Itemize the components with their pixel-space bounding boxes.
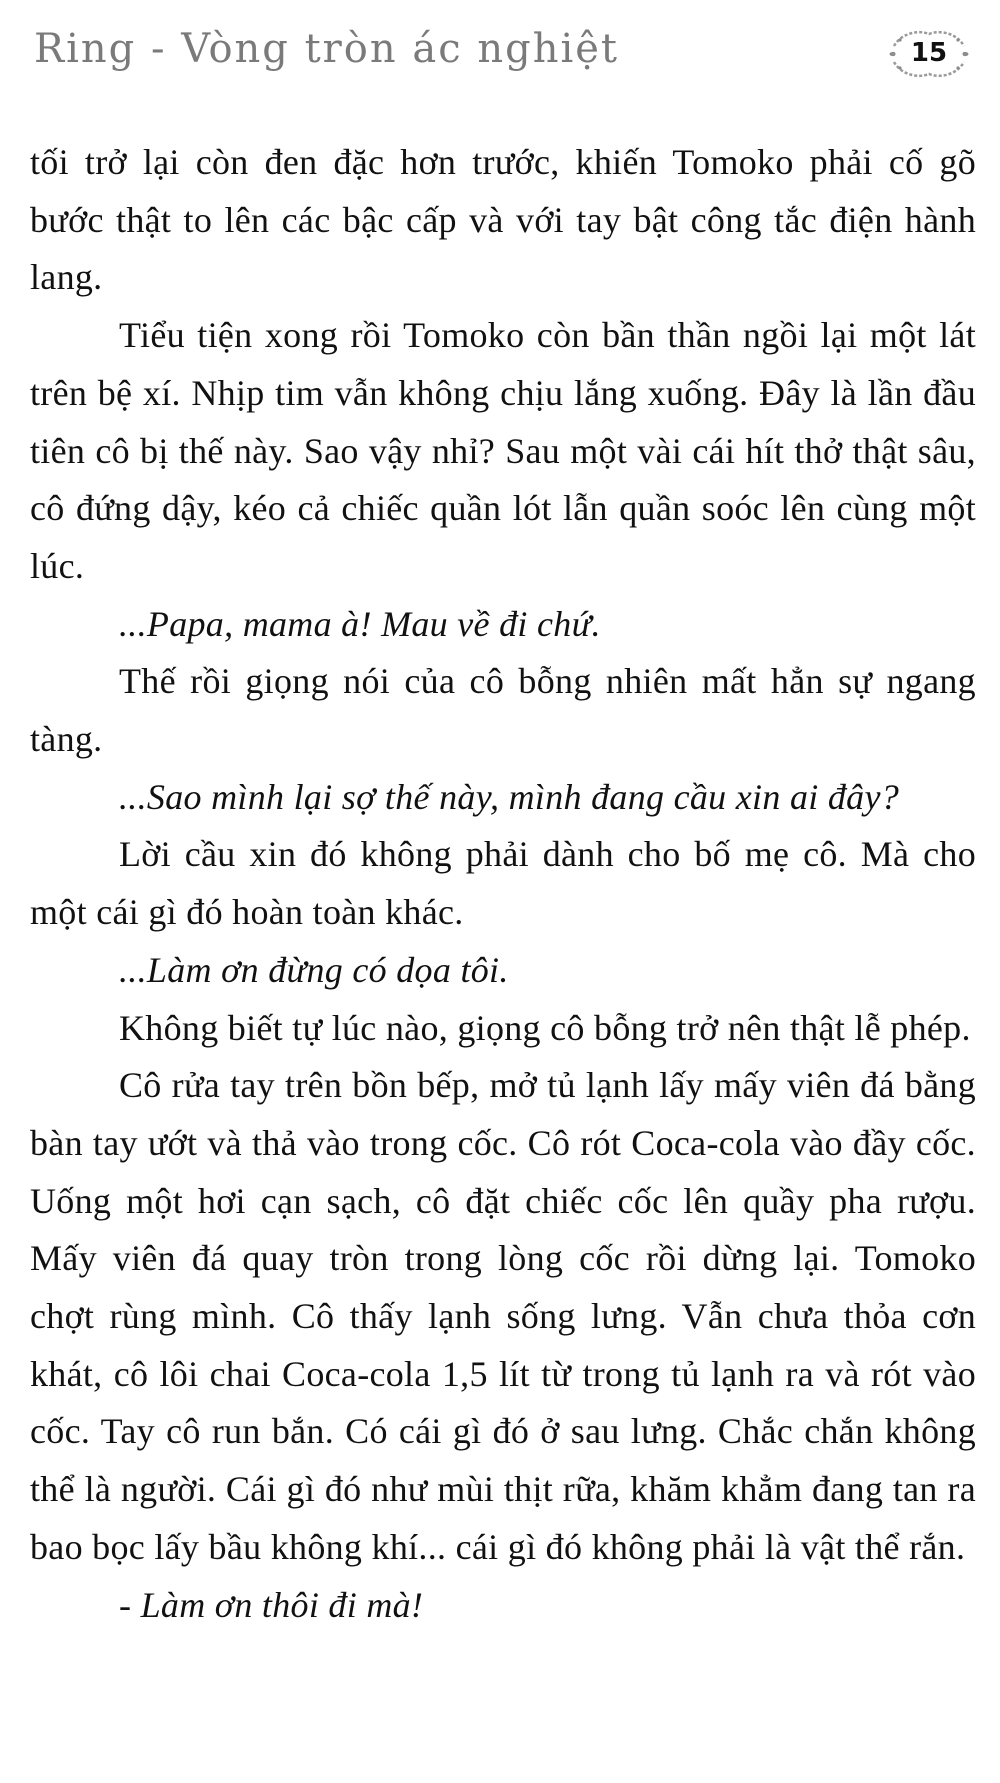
paragraph-italic: ...Papa, mama à! Mau về đi chứ. [119,603,601,644]
paragraph: Tiểu tiện xong rồi Tomoko còn bần thần ngồi lại một lát trên bệ xí. Nhịp tim vẫn không chịu lắng xuống. Đây là lần đầu tiên cô bị thế này. Sao vậy nhỉ? Sau một vài cái hít thở thật sâu, cô đứng dậy, kéo cả chiếc quần lót lẫn quần soóc lên cùng một lúc. [30,315,976,586]
paragraph-italic: - Làm ơn thôi đi mà! [119,1584,424,1625]
page-number-badge [886,24,972,82]
body-text [30,134,976,1634]
page-number: 15 [910,38,948,68]
paragraph-italic: ...Làm ơn đừng có dọa tôi. [119,949,509,990]
page-header [28,20,972,100]
paragraph-italic: ...Sao mình lại sợ thế này, mình đang cầu xin ai đây? [119,776,900,817]
paragraph: tối trở lại còn đen đặc hơn trước, khiến Tomoko phải cố gõ bước thật to lên các bậc cấp và với tay bật công tắc điện hành lang. [30,142,976,298]
paragraph: Cô rửa tay trên bồn bếp, mở tủ lạnh lấy mấy viên đá bằng bàn tay ướt và thả vào trong cốc. Cô rót Coca-cola vào đầy cốc. Uống một hơi cạn sạch, cô đặt chiếc cốc lên quầy pha rượu. Mấy viên đá quay tròn trong lòng cốc rồi dừng lại. Tomoko chợt rùng mình. Cô thấy lạnh sống lưng. Vẫn chưa thỏa cơn khát, cô lôi chai Coca-cola 1,5 lít từ trong tủ lạnh ra và rót vào cốc. Tay cô run bắn. Có cái gì đó ở sau lưng. Chắc chắn không thể là người. Cái gì đó như mùi thịt rữa, khăm khẳm đang tan ra bao bọc lấy bầu không khí... cái gì đó không phải là vật thể rắn. [30,1065,976,1567]
paragraph: Không biết tự lúc nào, giọng cô bỗng trở nên thật lễ phép. [119,1007,971,1048]
running-title: Ring - Vòng tròn ác nghiệt [34,26,619,72]
paragraph: Thế rồi giọng nói của cô bỗng nhiên mất hẳn sự ngang tàng. [30,661,976,760]
paragraph: Lời cầu xin đó không phải dành cho bố mẹ cô. Mà cho một cái gì đó hoàn toàn khác. [30,834,976,933]
